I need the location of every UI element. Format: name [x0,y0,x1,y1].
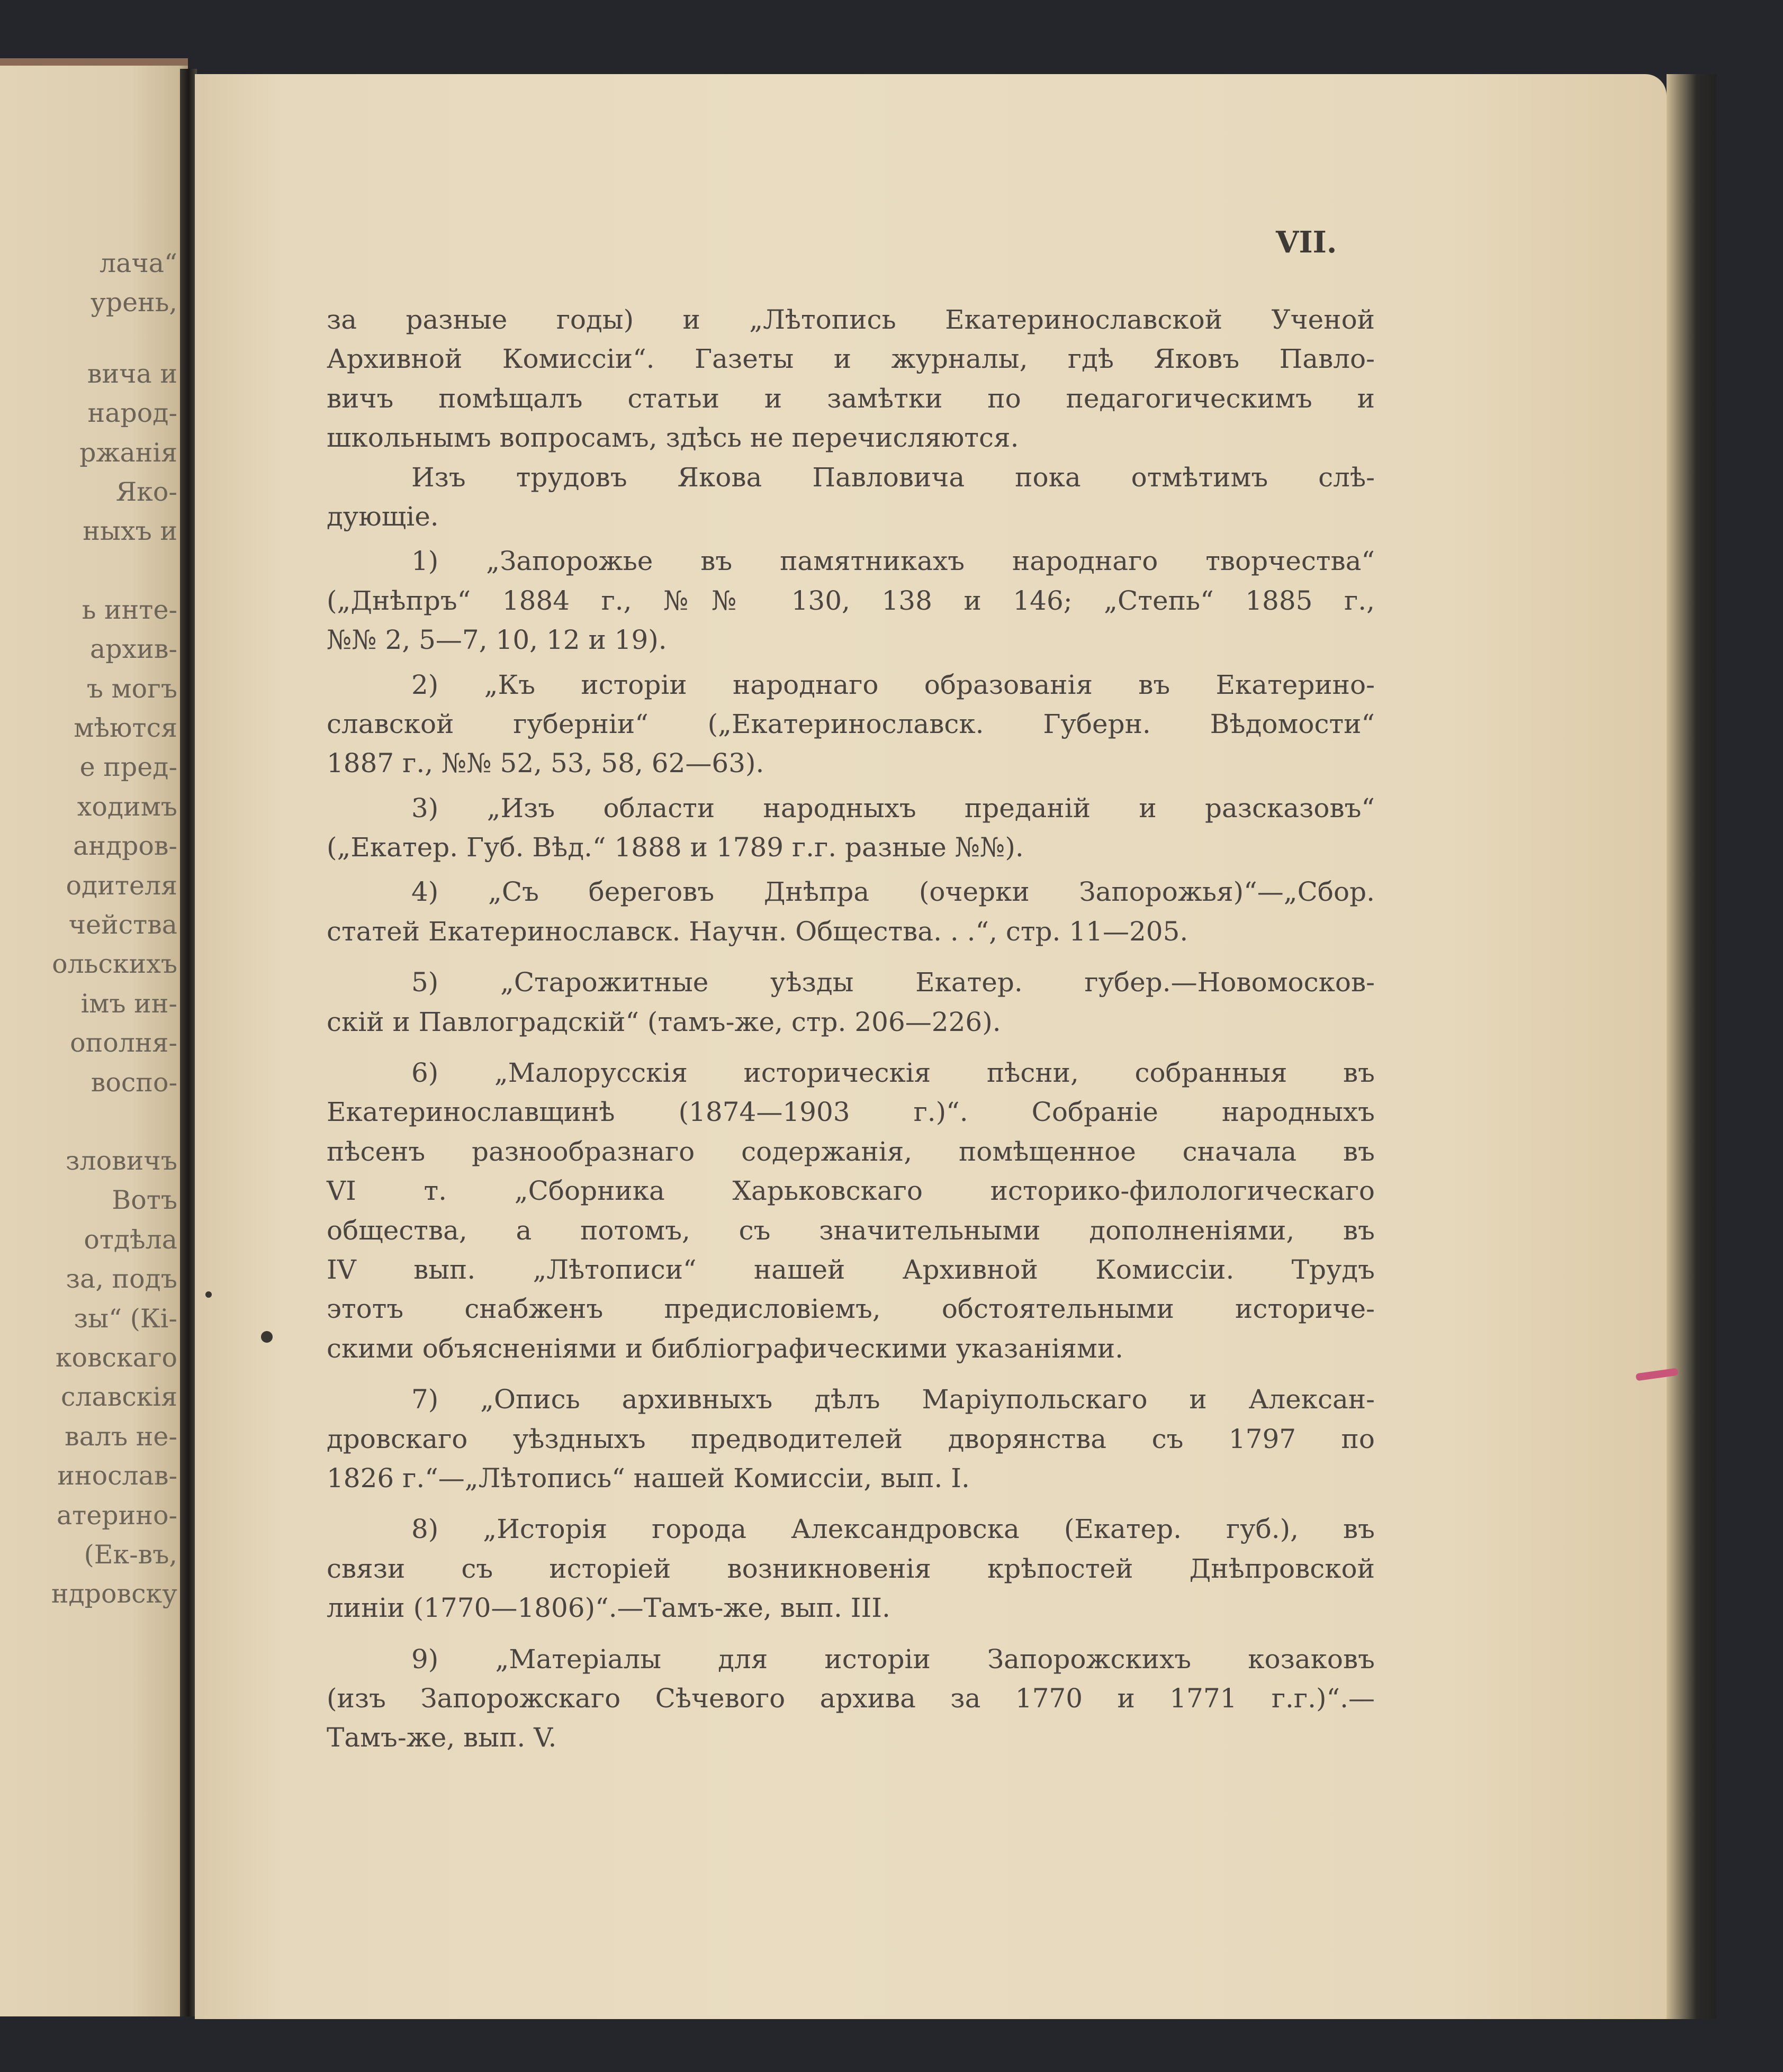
text-line: 1) „Запорожье въ памятникахъ народнаго творчества“ [411,546,1375,577]
left-text-line: ржанія [79,437,177,468]
text-line: 1826 г.“—„Лѣтопись“ нашей Комиссіи, вып. I. [327,1462,970,1494]
left-text-line: инослав- [57,1461,177,1491]
left-text-line: валъ не- [65,1421,177,1452]
text-line: Екатеринославщинѣ (1874—1903 г.)“. Собраніе народныхъ [327,1097,1375,1128]
ink-spot [261,1331,273,1343]
previous-page [0,58,188,2016]
text-line: („Екатер. Губ. Вѣд.“ 1888 и 1789 г.г. разные №№). [327,832,1024,863]
text-line: IV вып. „Лѣтописи“ нашей Архивной Комиссіи. Трудъ [327,1254,1375,1285]
left-text-line: ъ могъ [86,673,177,704]
left-text-line: славскія [60,1382,177,1413]
left-text-line: е пред- [79,752,177,783]
text-line: 9) „Матеріалы для исторіи Запорожскихъ козаковъ [411,1643,1375,1675]
text-line: скій и Павлоградскій“ (тамъ-же, стр. 206—226). [327,1006,1001,1037]
left-text-line: чейства [68,910,177,940]
left-text-line: ныхъ и [83,516,177,547]
text-line: 3) „Изъ области народныхъ преданій и разсказовъ“ [411,792,1375,824]
left-text-line: ополня- [70,1028,177,1058]
text-line: вичъ помѣщалъ статьи и замѣтки по педагогическимъ и [327,383,1375,414]
text-line: школьнымъ вопросамъ, здѣсь не перечисляются. [327,422,1019,454]
left-text-line: вича и [87,358,177,389]
text-line: (изъ Запорожскаго Сѣчевого архива за 1770 и 1771 г.г.)“.— [327,1682,1375,1714]
left-text-line: зловичъ [65,1146,177,1176]
left-text-line: народ- [87,398,177,429]
page-edge [0,58,188,66]
left-text-line: (Ек-въ, [84,1540,177,1570]
text-line: скими объясненіями и библіографическими указаніями. [327,1333,1124,1364]
ink-spot [205,1291,212,1298]
left-text-line: лача“ [100,248,177,278]
left-text-line: урень, [90,287,177,318]
text-line: 2) „Къ исторіи народнаго образованія въ Екатерино- [411,669,1375,700]
page-body-text [327,300,1375,1758]
text-line: Изъ трудовъ Якова Павловича пока отмѣтимъ слѣ- [411,462,1375,493]
text-line: 1887 г., №№ 52, 53, 58, 62—63). [327,748,764,779]
left-text-line: отдѣла [84,1224,177,1255]
text-line: 5) „Старожитные уѣзды Екатер. губер.—Новомосков- [411,967,1375,998]
left-text-line: воспо- [91,1067,177,1098]
text-line: пѣсенъ разнообразнаго содержанія, помѣщенное сначала въ [327,1136,1375,1167]
text-line: 8) „Исторія города Александровска (Екатер. губ.), въ [411,1514,1375,1545]
text-line: Тамъ-же, вып. V. [327,1722,557,1753]
text-line: за разные годы) и „Лѣтопись Екатеринославской Ученой [327,304,1375,335]
text-line: статей Екатеринославск. Научн. Общества. . .“, стр. 11—205. [327,916,1188,947]
left-text-line: ь инте- [82,594,177,625]
text-line: дровскаго уѣздныхъ предводителей дворянства съ 1797 по [327,1423,1375,1454]
page-number: VII. [1276,225,1337,260]
left-text-line: мѣются [74,713,177,743]
text-line: линіи (1770—1806)“.—Тамъ-же, вып. III. [327,1593,890,1624]
left-text-line: атерино- [56,1500,177,1531]
text-line: этотъ снабженъ предисловіемъ, обстоятельными историче- [327,1293,1375,1325]
left-text-line: ндровску [51,1579,177,1609]
text-line: 6) „Малорусскія историческія пѣсни, собранныя въ [411,1057,1375,1089]
left-text-line: архив- [89,634,177,665]
left-text-line: Яко- [115,477,177,507]
left-text-line: ольскихъ [52,949,177,980]
left-text-line: імъ ин- [80,988,177,1019]
left-text-line: андров- [73,831,177,862]
left-text-line: за, подъ [66,1264,177,1295]
left-text-line: ковскаго [55,1343,177,1373]
text-line: общества, а потомъ, съ значительными дополненіями, въ [327,1215,1375,1246]
left-text-line: ходимъ [77,791,177,822]
text-line: Архивной Комиссіи“. Газеты и журналы, гдѣ Яковъ Павло- [327,343,1375,375]
left-text-line: зы“ (Кі- [74,1303,177,1334]
left-text-line: Вотъ [112,1185,177,1216]
text-line: 7) „Опись архивныхъ дѣлъ Маріупольскаго и Алексан- [411,1384,1375,1415]
text-line: связи съ исторіей возникновенія крѣпостей Днѣпровской [327,1553,1375,1584]
page-edge-right [1667,74,1717,2019]
text-line: („Днѣпръ“ 1884 г., №№ 130, 138 и 146; „Степь“ 1885 г., [327,585,1375,616]
text-line: 4) „Съ береговъ Днѣпра (очерки Запорожья)“—„Сбор. [411,876,1375,908]
text-line: дующіе. [327,501,439,532]
text-line: славской губерніи“ („Екатеринославск. Губерн. Вѣдомости“ [327,708,1375,739]
text-line: №№ 2, 5—7, 10, 12 и 19). [327,625,667,656]
left-text-line: одителя [66,870,177,901]
text-line: VI т. „Сборника Харьковскаго историко-филологическаго [327,1175,1375,1207]
